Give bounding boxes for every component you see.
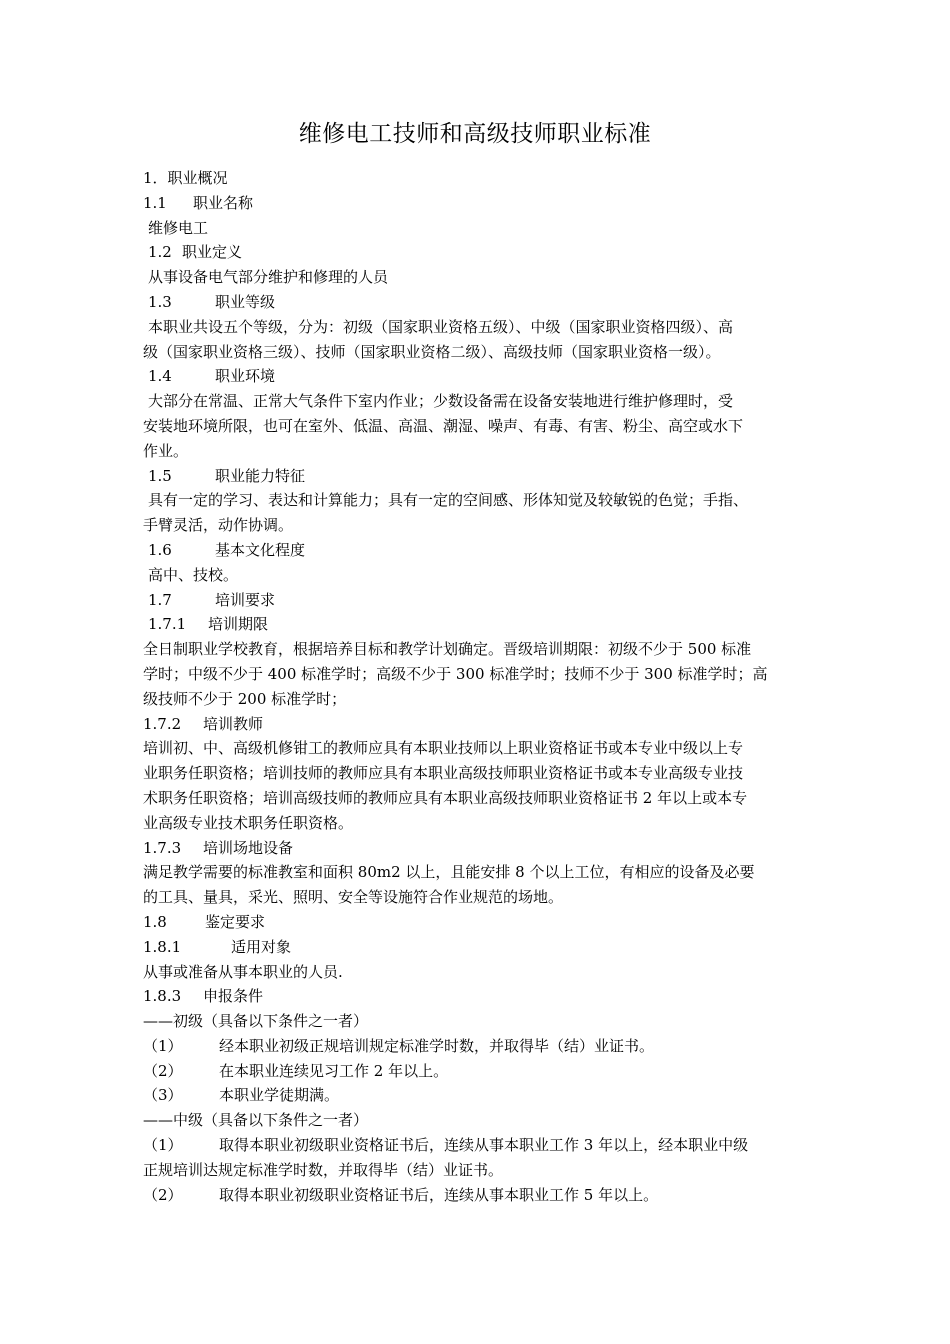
list-number: （2） (143, 1185, 183, 1204)
section-title: 职业定义 (182, 243, 243, 262)
section-number: 1.2 (148, 243, 172, 262)
list-item (143, 1059, 808, 1084)
section-heading-1-4 (143, 364, 808, 389)
section-title: 基本文化程度 (215, 540, 306, 559)
paragraph: 从事设备电气部分维护和修理的人员 (148, 268, 389, 287)
paragraph-line: 手臂灵活，动作协调。 (143, 516, 294, 535)
paragraph-line: 级（国家职业资格三级）、技师（国家职业资格二级）、高级技师（国家职业资格一级）。 (143, 342, 721, 361)
section-heading-1-3 (143, 290, 808, 315)
section-heading-1-7-1 (143, 612, 808, 637)
list-item (143, 1034, 808, 1059)
section-number: 1.7.3 (143, 838, 182, 857)
paragraph-line: 学时；中级不少于 400 标准学时；高级不少于 300 标准学时；技师不少于 300 标准学时；高 (143, 664, 768, 683)
list-item (143, 1183, 808, 1208)
section-number: 1.4 (148, 367, 172, 386)
section-heading-1-2 (143, 240, 808, 265)
subheading-intermediate: ——中级（具备以下条件之一者） (143, 1111, 369, 1130)
section-number: 1.1 (143, 193, 167, 212)
section-heading-1-8 (143, 910, 808, 935)
paragraph: 高中、技校。 (148, 565, 239, 584)
document-body (143, 166, 808, 1207)
section-heading-1-7-3 (143, 836, 808, 861)
section-heading-1-5 (143, 464, 808, 489)
list-number: （2） (143, 1061, 183, 1080)
list-text: 本职业学徒期满。 (219, 1086, 340, 1105)
section-heading-1-6 (143, 538, 808, 563)
section-heading-1-8-1 (143, 935, 808, 960)
list-item (143, 1133, 808, 1158)
list-text: 经本职业初级正规培训规定标准学时数，并取得毕（结）业证书。 (219, 1036, 655, 1055)
section-title: 职业环境 (215, 367, 276, 386)
paragraph-line: 业职务任职资格；培训技师的教师应具有本职业高级技师职业资格证书或本专业高级专业技 (143, 764, 744, 783)
paragraph-line: 具有一定的学习、表达和计算能力；具有一定的空间感、形体知觉及较敏锐的色觉；手指、 (148, 491, 749, 510)
list-text: 在本职业连续见习工作 2 年以上。 (219, 1061, 449, 1080)
paragraph-line: 满足教学需要的标准教室和面积 80m2 以上，且能安排 8 个以上工位，有相应的设备及必要 (143, 863, 755, 882)
section-number: 1.6 (148, 540, 172, 559)
section-heading-1: 1．职业概况 (143, 169, 228, 187)
section-number: 1.8 (143, 912, 167, 931)
paragraph-line: 业高级专业技术职务任职资格。 (143, 813, 354, 832)
section-title: 职业等级 (215, 292, 276, 311)
paragraph: 维修电工 (148, 218, 209, 237)
paragraph: 从事或准备从事本职业的人员. (143, 962, 343, 981)
paragraph-line: 的工具、量具，采光、照明、安全等设施符合作业规范的场地。 (143, 888, 564, 907)
section-title: 职业能力特征 (215, 466, 306, 485)
paragraph-line: 安装地环境所限，也可在室外、低温、高温、潮湿、噪声、有毒、有害、粉尘、高空或水下 (143, 416, 744, 435)
paragraph-line: 正规培训达规定标准学时数，并取得毕（结）业证书。 (143, 1160, 504, 1179)
list-item (143, 1083, 808, 1108)
section-number: 1.7 (148, 590, 172, 609)
section-title: 培训教师 (203, 714, 264, 733)
section-title: 培训场地设备 (203, 838, 294, 857)
paragraph-line: 作业。 (143, 441, 189, 460)
section-number: 1.7.1 (148, 615, 187, 634)
section-number: 1.5 (148, 466, 172, 485)
section-heading-1-8-3 (143, 984, 808, 1009)
paragraph-line: 全日制职业学校教育，根据培养目标和教学计划确定。晋级培训期限：初级不少于 500 标准 (143, 640, 752, 659)
section-heading-1-7-2 (143, 712, 808, 737)
section-title: 培训期限 (208, 615, 269, 634)
section-title: 职业名称 (193, 193, 254, 212)
section-title: 鉴定要求 (205, 912, 266, 931)
paragraph-line: 术职务任职资格；培训高级技师的教师应具有本职业高级技师职业资格证书 2 年以上或本专 (143, 788, 748, 807)
section-title: 适用对象 (231, 937, 292, 956)
section-heading-1-1 (143, 191, 808, 216)
list-text: 取得本职业初级职业资格证书后，连续从事本职业工作 3 年以上，经本职业中级 (219, 1136, 749, 1155)
section-heading-1-7 (143, 588, 808, 613)
section-number: 1.8.1 (143, 937, 182, 956)
paragraph-line: 级技师不少于 200 标准学时； (143, 689, 347, 708)
paragraph-line: 本职业共设五个等级，分为：初级（国家职业资格五级）、中级（国家职业资格四级）、高 (148, 317, 734, 336)
section-number: 1.3 (148, 292, 172, 311)
list-number: （1） (143, 1136, 183, 1155)
document-title: 维修电工技师和高级技师职业标准 (298, 121, 652, 147)
list-text: 取得本职业初级职业资格证书后，连续从事本职业工作 5 年以上。 (219, 1185, 659, 1204)
section-number: 1.7.2 (143, 714, 182, 733)
section-title: 申报条件 (203, 987, 264, 1006)
list-number: （1） (143, 1036, 183, 1055)
subheading-beginner: ——初级（具备以下条件之一者） (143, 1012, 369, 1031)
section-title: 培训要求 (215, 590, 276, 609)
list-number: （3） (143, 1086, 183, 1105)
paragraph-line: 大部分在常温、正常大气条件下室内作业；少数设备需在设备安装地进行维护修理时，受 (148, 392, 734, 411)
paragraph-line: 培训初、中、高级机修钳工的教师应具有本职业技师以上职业资格证书或本专业中级以上专 (143, 739, 744, 758)
section-number: 1.8.3 (143, 987, 182, 1006)
